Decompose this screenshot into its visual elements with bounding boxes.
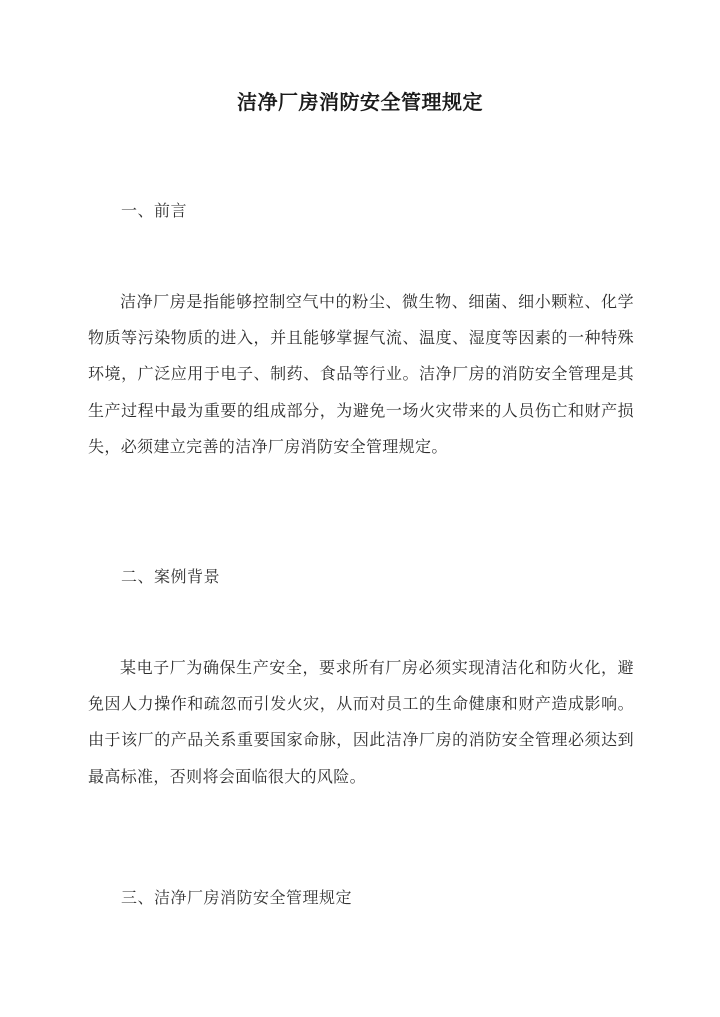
document-title: 洁净厂房消防安全管理规定 xyxy=(237,90,483,114)
section-paragraph-preface: 洁净厂房是指能够控制空气中的粉尘、微生物、细菌、细小颗粒、化学物质等污染物质的进入，并且能够掌握气流、温度、湿度等因素的一种特殊环境，广泛应用于电子、制药、食品等行业。洁净厂房的消防安全管理是其生产过程中最为重要的组成部分，为避免一场火灾带来的人员伤亡和财产损失，必须建立完善的洁净厂房消防安全管理规定。 xyxy=(88,292,634,456)
section-heading-regulations: 三、洁净厂房消防安全管理规定 xyxy=(121,888,353,907)
section-heading-case-background: 二、案例背景 xyxy=(121,567,221,586)
section-paragraph-case-background: 某电子厂为确保生产安全，要求所有厂房必须实现清洁化和防火化，避免因人力操作和疏忽而引发火灾，从而对员工的生命健康和财产造成影响。由于该厂的产品关系重要国家命脉，因此洁净厂房的消防安全管理必须达到最高标准，否则将会面临很大的风险。 xyxy=(88,658,634,786)
section-heading-preface: 一、前言 xyxy=(121,201,188,220)
